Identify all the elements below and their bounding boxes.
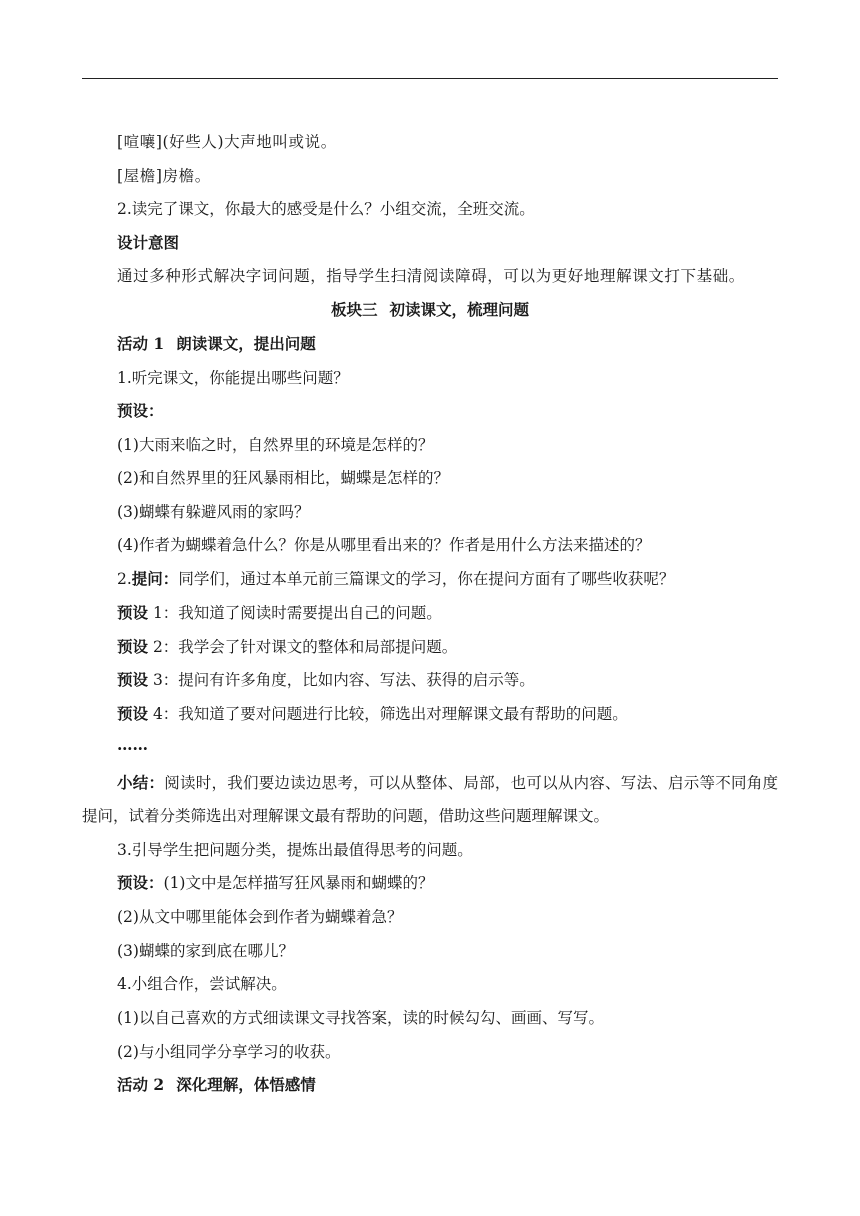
question-1: 1.听完课文，你能提出哪些问题？ [117,369,349,387]
preset-4-text: 4：我知道了要对问题进行比较，筛选出对理解课文最有帮助的问题。 [148,705,628,723]
design-intent-heading: 设计意图 [117,233,180,252]
vocab-wuyan: [屋檐]房檐。 [117,167,211,185]
activity-2-heading [117,1075,316,1095]
section-heading [82,300,778,320]
preset-label: 预设： [117,401,164,420]
question-2-prompt [117,569,674,589]
question-3: 3.引导学生把问题分类，提炼出最值得思考的问题。 [117,841,473,859]
activity-1-heading [117,334,316,354]
summary-text: 阅读时，我们要边读边思考，可以从整体、局部，也可以从内容、写法、启示等不同角度提问，试着分类筛选出对理解课文最有帮助的问题，借助这些问题理解课文。 [82,774,778,825]
preset-2-text: 2：我学会了针对课文的整体和局部提问题。 [148,638,458,656]
question-2-text: 同学们，通过本单元前三篇课文的学习，你在提问方面有了哪些收获呢？ [178,570,675,588]
preset-1-label: 预设 [117,603,149,622]
preset-2 [117,637,457,657]
activity-2-number: 活动 2 [117,1075,165,1094]
summary-label: 小结： [117,773,165,792]
preset-item-1: (1)大雨来临之时，自然界里的环境是怎样的？ [117,436,434,454]
preset-3 [117,670,535,690]
preset-question-1-text: (1)文中是怎样描写狂风暴雨和蝴蝶的？ [163,874,434,892]
preset-4 [117,704,628,724]
step-2: (2)与小组同学分享学习的收获。 [117,1043,341,1061]
preset-question-1 [117,873,433,893]
preset-item-4: (4)作者为蝴蝶着急什么？你是从哪里看出来的？作者是用什么方法来描述的？ [117,536,651,554]
activity-1-title: 朗读课文，提出问题 [176,334,316,353]
question-4: 4.小组合作，尝试解决。 [117,975,287,993]
preset-4-label: 预设 [117,704,149,723]
preset-1-text: 1：我知道了阅读时需要提出自己的问题。 [148,604,442,622]
activity-2-title: 深化理解，体悟感情 [176,1075,316,1094]
question-2: 2.读完了课文，你最大的感受是什么？小组交流，全班交流。 [117,200,535,218]
section-number: 板块三 [330,300,378,319]
preset-question-2: (2)从文中哪里能体会到作者为蝴蝶着急？ [117,908,403,926]
preset-question-label: 预设： [117,873,164,892]
design-intent-text: 通过多种形式解决字词问题，指导学生扫清阅读障碍，可以为更好地理解课文打下基础。 [117,267,745,285]
step-1: (1)以自己喜欢的方式细读课文寻找答案，读的时候勾勾、画画、写写。 [117,1009,604,1027]
header-rule [82,78,778,79]
activity-1-number: 活动 1 [117,334,165,353]
question-2-label: 提问： [131,569,179,588]
preset-1 [117,603,442,623]
preset-item-2: (2)和自然界里的狂风暴雨相比，蝴蝶是怎样的？ [117,469,449,487]
question-2-number: 2. [117,570,132,588]
preset-3-text: 3：提问有许多角度，比如内容、写法、获得的启示等。 [148,671,535,689]
preset-question-3: (3)蝴蝶的家到底在哪儿？ [117,942,294,960]
vocab-xuanrang: [喧嚷](好些人)大声地叫或说。 [117,133,337,151]
preset-3-label: 预设 [117,670,149,689]
preset-item-3: (3)蝴蝶有躲避风雨的家吗？ [117,503,310,521]
preset-2-label: 预设 [117,637,149,656]
ellipsis: …… [117,735,148,754]
section-title: 初读课文，梳理问题 [389,300,530,319]
summary-paragraph [82,766,778,833]
